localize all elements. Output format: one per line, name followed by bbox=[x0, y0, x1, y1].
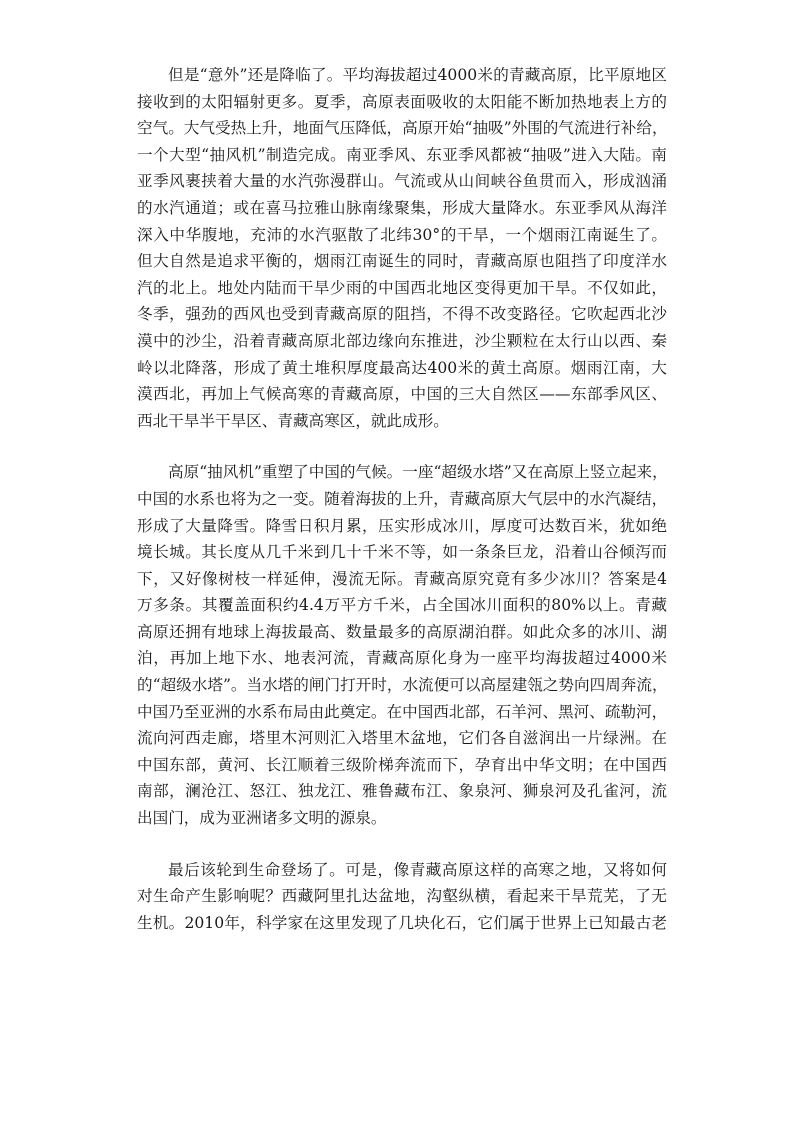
text-line: 高原还拥有地球上海拔最高、数量最多的高原湖泊群。如此众多的冰川、湖 bbox=[137, 622, 667, 641]
text-line: 中国东部，黄河、长江顺着三级阶梯奔流而下，孕育出中华文明；在中国西 bbox=[137, 755, 667, 774]
text-line: 形成了大量降雪。降雪日积月累，压实形成冰川，厚度可达数百米，犹如绝 bbox=[137, 516, 667, 535]
text-line: 南部，澜沧江、怒江、独龙江、雅鲁藏布江、象泉河、狮泉河及孔雀河，流 bbox=[137, 782, 667, 801]
text-line: 亚季风裹挟着大量的水汽弥漫群山。气流或从山间峡谷鱼贯而入，形成汹涌 bbox=[137, 172, 667, 191]
text-line: 万多条。其覆盖面积约4.4万平方千米，占全国冰川面积的80%以上。青藏 bbox=[137, 596, 667, 615]
text-line: 境长城。其长度从几千米到几十千米不等，如一条条巨龙，沿着山谷倾泻而 bbox=[137, 543, 667, 562]
paragraph-3 bbox=[137, 857, 667, 937]
text-line: 中国乃至亚洲的水系布局由此奠定。在中国西北部，石羊河、黑河、疏勒河， bbox=[137, 702, 668, 721]
text-line: 但大自然是追求平衡的，烟雨江南诞生的同时，青藏高原也阻挡了印度洋水 bbox=[137, 252, 667, 271]
text-line: 冬季，强劲的西风也受到青藏高原的阻挡，不得不改变路径。它吹起西北沙 bbox=[137, 305, 667, 324]
text-line: 泊，再加上地下水、地表河流，青藏高原化身为一座平均海拔超过4000米 bbox=[137, 649, 667, 668]
text-line: 深入中华腹地，充沛的水汽驱散了北纬30°的干旱，一个烟雨江南诞生了。 bbox=[137, 225, 667, 244]
text-line: 流向河西走廊，塔里木河则汇入塔里木盆地，它们各自滋润出一片绿洲。在 bbox=[137, 729, 667, 748]
text-line: 生机。2010年，科学家在这里发现了几块化石，它们属于世界上已知最古老 bbox=[137, 913, 667, 932]
text-line: 接收到的太阳辐射更多。夏季，高原表面吸收的太阳能不断加热地表上方的 bbox=[137, 92, 667, 111]
text-line: 最后该轮到生命登场了。可是，像青藏高原这样的高寒之地，又将如何 bbox=[168, 860, 667, 879]
text-line: 出国门，成为亚洲诸多文明的源泉。 bbox=[137, 809, 387, 828]
article-body bbox=[137, 62, 667, 961]
text-line: 高原“抽风机”重塑了中国的气候。一座“超级水塔”又在高原上竖立起来， bbox=[168, 463, 668, 482]
text-line: 对生命产生影响呢？西藏阿里扎达盆地，沟壑纵横，看起来干旱荒芜，了无 bbox=[137, 887, 667, 906]
text-line: 岭以北降落，形成了黄土堆积厚度最高达400米的黄土高原。烟雨江南，大 bbox=[137, 358, 667, 377]
text-line: 一个大型“抽风机”制造完成。南亚季风、东亚季风都被“抽吸”进入大陆。南 bbox=[137, 145, 667, 164]
text-line: 中国的水系也将为之一变。随着海拔的上升，青藏高原大气层中的水汽凝结， bbox=[137, 489, 668, 508]
text-line: 漠西北，再加上气候高寒的青藏高原，中国的三大自然区——东部季风区、 bbox=[137, 385, 667, 404]
text-line: 但是“意外”还是降临了。平均海拔超过4000米的青藏高原，比平原地区 bbox=[168, 66, 667, 84]
paragraph-2 bbox=[137, 459, 667, 831]
paragraph-1 bbox=[137, 62, 667, 434]
text-line: 西北干旱半干旱区、青藏高寒区，就此成形。 bbox=[137, 411, 449, 430]
text-line: 的水汽通道；或在喜马拉雅山脉南缘聚集，形成大量降水。东亚季风从海洋 bbox=[137, 198, 667, 217]
text-line: 的“超级水塔”。当水塔的闸门打开时，水流便可以高屋建瓴之势向四周奔流， bbox=[137, 676, 668, 695]
text-line: 汽的北上。地处内陆而干旱少雨的中国西北地区变得更加干旱。不仅如此， bbox=[137, 278, 667, 297]
text-line: 漠中的沙尘，沿着青藏高原北部边缘向东推进，沙尘颗粒在太行山以西、秦 bbox=[137, 331, 667, 350]
text-line: 下，又好像树枝一样延伸，漫流无际。青藏高原究竟有多少冰川？答案是4 bbox=[137, 569, 667, 588]
text-line: 空气。大气受热上升，地面气压降低，高原开始“抽吸”外围的气流进行补给， bbox=[137, 119, 668, 138]
